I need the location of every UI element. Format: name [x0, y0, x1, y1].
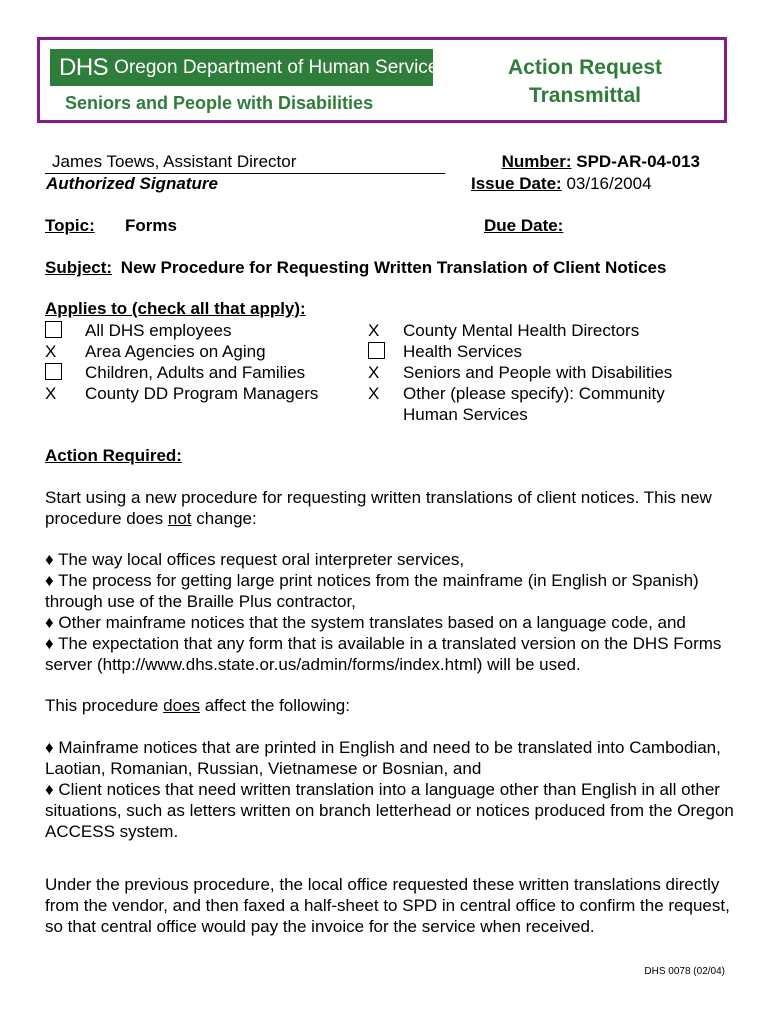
subject-line — [45, 258, 666, 278]
applies-item: Health Services — [368, 341, 672, 362]
list-item: ♦ The way local offices request oral interpreter services, — [45, 550, 465, 569]
applies-item: X Area Agencies on Aging — [45, 342, 266, 361]
signature-line — [45, 152, 445, 174]
applies-item: X Other (please specify): Community — [368, 384, 665, 403]
checkbox-unchecked — [45, 321, 62, 338]
topic-label: Topic: — [45, 216, 95, 235]
action-required-heading: Action Required: — [45, 446, 182, 465]
list-item: ♦ Other mainframe notices that the system translates based on a language code, and — [45, 613, 686, 632]
division-name: Seniors and People with Disabilities — [65, 93, 374, 113]
applies-item: X County Mental Health Directors — [368, 321, 640, 340]
applies-item-continuation: Human Services — [403, 405, 528, 424]
applies-left-list — [45, 320, 318, 404]
applies-right-list — [368, 320, 672, 425]
check-mark: X — [45, 384, 57, 403]
due-date-label: Due Date: — [484, 216, 564, 235]
checkbox-unchecked — [368, 342, 385, 359]
unchanged-list — [45, 549, 735, 675]
check-mark: X — [368, 384, 380, 403]
affected-list — [45, 737, 735, 842]
list-item: ♦ Client notices that need written translation into a language other than English in all other situations, such as letters written on branch letterhead or notices produced from the Oregon ACCESS system. — [45, 780, 734, 841]
applies-heading: Applies to (check all that apply): — [45, 299, 306, 318]
check-mark: X — [45, 342, 57, 361]
list-item: ♦ The process for getting large print notices from the mainframe (in English or Spanish) through use of the Braille Plus contractor, — [45, 571, 699, 611]
applies-item: Children, Adults and Families — [45, 362, 318, 383]
check-mark: X — [368, 363, 380, 382]
logo-dhs-text: DHS — [59, 53, 109, 81]
emphasis-not: not — [167, 509, 192, 528]
topic-value: Forms — [125, 216, 177, 235]
emphasis-does: does — [163, 696, 200, 715]
applies-item: X County DD Program Managers — [45, 384, 319, 403]
header-box — [37, 37, 727, 123]
logo-agency-text: Oregon Department of Human Services — [114, 56, 448, 78]
applies-item: X Seniors and People with Disabilities — [368, 363, 673, 382]
number-value: SPD-AR-04-013 — [576, 152, 700, 171]
issue-date-label: Issue Date: — [471, 174, 562, 193]
list-item: ♦ The expectation that any form that is available in a translated version on the DHS Forms server (http://www.dhs.state.or.us/admin/forms/index.html) will be used. — [45, 634, 722, 674]
document-title — [470, 54, 700, 110]
list-item: ♦ Mainframe notices that are printed in English and need to be translated into Cambodian, Laotian, Romanian, Russian, Vietnamese or Bosnian, and — [45, 738, 721, 778]
applies-item: All DHS employees — [45, 320, 318, 341]
subject-value: New Procedure for Requesting Written Translation of Client Notices — [120, 258, 667, 277]
intro-paragraph: Start using a new procedure for requesting written translations of client notices. This new procedure does not change: — [45, 488, 712, 528]
signature-label: Authorized Signature — [46, 174, 218, 193]
form-code: DHS 0078 (02/04) — [644, 966, 725, 977]
dhs-logo — [50, 49, 448, 86]
checkbox-unchecked — [45, 363, 62, 380]
number-field — [502, 152, 700, 172]
issue-date-field — [471, 174, 652, 194]
title-line-2: Transmittal — [528, 84, 642, 107]
check-mark: X — [368, 321, 380, 340]
number-label: Number: — [501, 152, 572, 171]
previous-procedure-paragraph: Under the previous procedure, the local office requested these written translations directly from the vendor, and then faxed a half-sheet to SPD in central office to confirm the request, so that central office would pay the invoice for the service when received. — [45, 875, 730, 936]
title-line-1: Action Request — [507, 56, 662, 79]
signer-name: James Toews, Assistant Director — [52, 152, 297, 171]
issue-date-value: 03/16/2004 — [566, 174, 652, 193]
subject-label: Subject: — [45, 258, 113, 277]
does-affect-line: This procedure does affect the following: — [45, 696, 350, 715]
